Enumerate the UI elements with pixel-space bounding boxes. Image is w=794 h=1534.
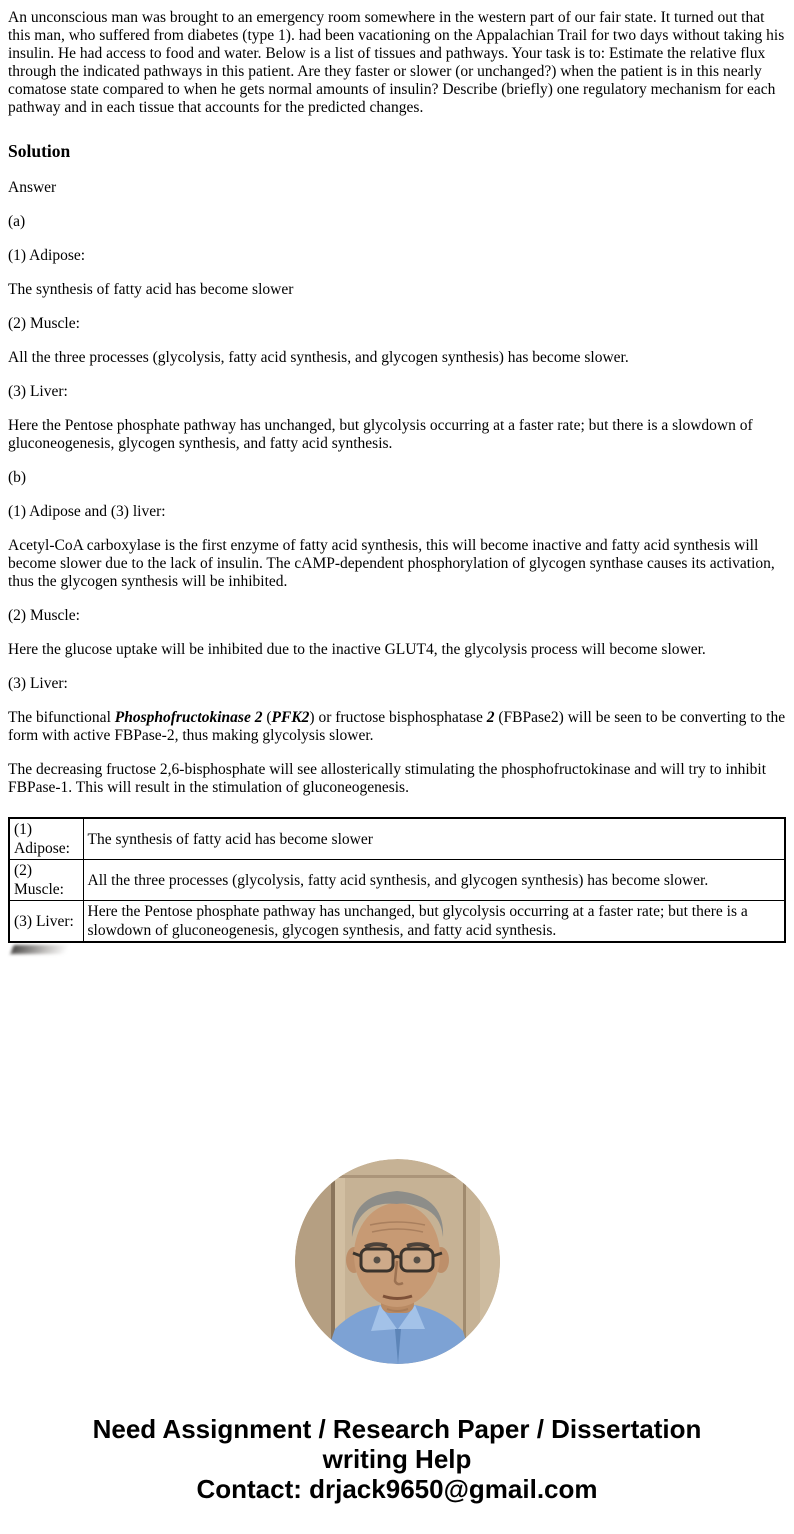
part-a-muscle-text: All the three processes (glycolysis, fatty acid synthesis, and glycogen synthesis) has become slower. — [8, 349, 629, 366]
part-b-adipose-liver-title: (1) Adipose and (3) liver: — [8, 503, 166, 520]
footer-heading-line2: writing Help — [322, 1444, 472, 1474]
summary-table — [8, 817, 786, 943]
footer — [8, 1414, 786, 1504]
part-a-liver-text: Here the Pentose phosphate pathway has unchanged, but glycolysis occurring at a faster rate; but there is a slowdown of gluconeogenesis, glycogen synthesis, and fatty acid synthesis. — [8, 417, 753, 452]
table-row-adipose — [9, 818, 785, 860]
text-segment: (FBPase2) will be seen to be converting to the form with active FBPase-2, thus making glycolysis slower. — [8, 709, 786, 744]
part-b-muscle-text: Here the glucose uptake will be inhibited due to the inactive GLUT4, the glycolysis process will become slower. — [8, 641, 706, 658]
tutor-portrait-photo — [295, 1159, 500, 1364]
tissue-label-cell: (2) Muscle: — [9, 860, 83, 901]
avatar-container — [8, 1159, 786, 1364]
part-b-adipose-liver-text: Acetyl-CoA carboxylase is the first enzyme of fatty acid synthesis, this will become inactive and fatty acid synthesis will become slower due to the lack of insulin. The cAMP-dependent phosphorylation of glycogen synthase causes its activation, thus the glycogen synthesis will be inhibited. — [8, 537, 775, 590]
question-text: An unconscious man was brought to an emergency room somewhere in the western part of our fair state. It turned out that this man, who suffered from diabetes (type 1). had been vacationing on the Appalachian Trail for two days without taking his insulin. He had access to food and water. Below is a list of tissues and pathways. Your task is to: Estimate the relative flux through the indicated pathways in this patient. Are they faster or slower (or unchanged?) when the patient is in this nearly comatose state compared to when he gets normal amounts of insulin? Describe (briefly) one regulatory mechanism for each pathway and in each tissue that accounts for the predicted changes. — [8, 9, 785, 116]
tissue-description-cell: All the three processes (glycolysis, fatty acid synthesis, and glycogen synthesis) has become slower. — [83, 860, 785, 901]
tissue-description-cell: Here the Pentose phosphate pathway has unchanged, but glycolysis occurring at a faster rate; but there is a slowdown of gluconeogenesis, glycogen synthesis, and fatty acid synthesis. — [83, 901, 785, 943]
part-b-liver-text-2: The decreasing fructose 2,6-bisphosphate will see allosterically stimulating the phosphofructokinase and will try to inhibit FBPase-1. This will result in the stimulation of gluconeogenesis. — [8, 761, 767, 796]
text-segment-emphasis: PFK2 — [271, 709, 310, 726]
tissue-label-cell: (3) Liver: — [9, 901, 83, 943]
table-row-muscle — [9, 860, 785, 901]
part-b-liver-text-1 — [8, 709, 786, 745]
document-page — [0, 9, 794, 1534]
text-segment: ( — [262, 709, 272, 726]
part-b-liver-title: (3) Liver: — [8, 675, 68, 692]
tissue-label-cell: (1) Adipose: — [9, 818, 83, 860]
text-segment: The bifunctional — [8, 709, 115, 726]
part-a-adipose-title: (1) Adipose: — [8, 247, 86, 264]
text-segment-emphasis: 2 — [486, 709, 495, 726]
tissue-description-cell: The synthesis of fatty acid has become slower — [83, 818, 785, 860]
part-b-label: (b) — [8, 469, 27, 486]
answer-label: Answer — [8, 179, 57, 196]
text-segment-emphasis: Phosphofructokinase 2 — [114, 709, 263, 726]
part-a-muscle-title: (2) Muscle: — [8, 315, 80, 332]
table-corner-shadow-artifact — [11, 945, 72, 954]
part-a-liver-title: (3) Liver: — [8, 383, 68, 400]
part-b-muscle-title: (2) Muscle: — [8, 607, 80, 624]
solution-heading: Solution — [8, 141, 71, 161]
part-a-label: (a) — [8, 213, 26, 230]
text-segment: ) or fructose bisphosphatase — [309, 709, 487, 726]
part-a-adipose-text: The synthesis of fatty acid has become slower — [8, 281, 294, 298]
footer-heading-line1: Need Assignment / Research Paper / Dissertation — [92, 1414, 702, 1444]
table-row-liver — [9, 901, 785, 943]
footer-contact-email: Contact: drjack9650@gmail.com — [196, 1474, 598, 1504]
